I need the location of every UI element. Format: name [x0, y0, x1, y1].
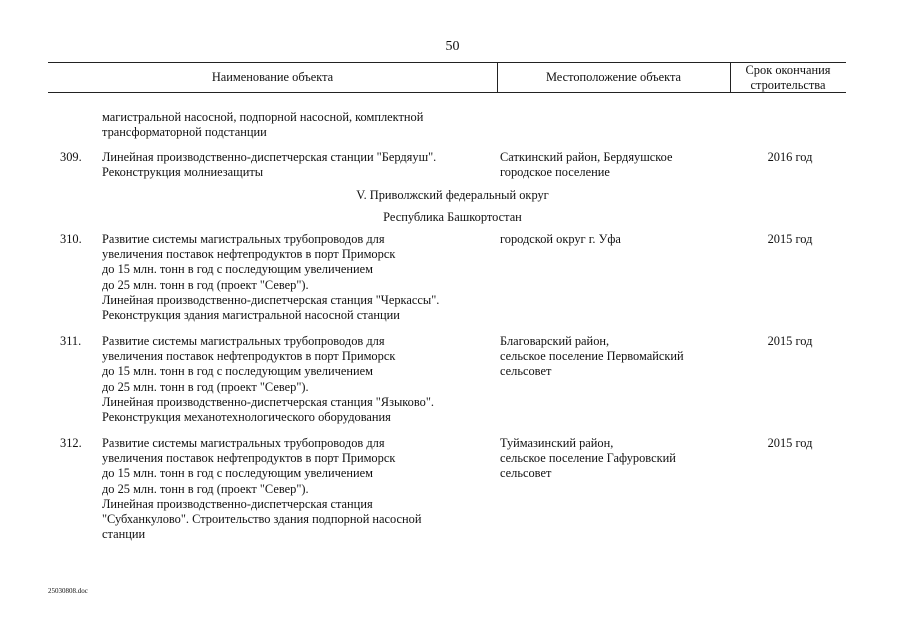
header-object-location: Местоположение объекта — [545, 70, 682, 84]
text-line: Развитие системы магистральных трубопроводов для — [102, 334, 385, 348]
text-line: до 15 млн. тонн в год с последующим увеличением — [102, 466, 373, 481]
text-line: до 15 млн. тонн в год с последующим увеличением — [102, 262, 373, 277]
footer-filename: 25030808.doc — [48, 587, 88, 595]
text-line: Туймазинский район, — [500, 436, 614, 450]
text-line: Саткинский район, Бердяушское — [500, 150, 673, 164]
table-header-bottom-rule — [48, 92, 846, 93]
object-location — [500, 232, 728, 247]
text-line: сельсовет — [500, 364, 552, 379]
header-completion-term — [730, 63, 846, 93]
text-line: "Субханкулово". Строительство здания подпорной насосной — [102, 512, 422, 527]
text-line: Благоварский район, — [500, 334, 610, 348]
text-line: до 25 млн. тонн в год (проект "Север"). — [102, 277, 309, 292]
text-line: Реконструкция молниезащиты — [102, 165, 264, 180]
row-number: 310. — [60, 232, 82, 246]
header-term-line: Срок окончания — [745, 63, 831, 77]
object-location — [500, 150, 728, 180]
text-line: Реконструкция здания магистральной насосной станции — [102, 308, 400, 323]
table-header-top-rule — [48, 62, 846, 63]
page-number: 50 — [445, 39, 460, 54]
completion-term: 2015 год — [767, 232, 813, 246]
object-location — [500, 334, 728, 380]
object-location — [500, 436, 728, 482]
row-number: 312. — [60, 436, 82, 450]
completion-term: 2015 год — [767, 436, 813, 450]
text-line: городское поселение — [500, 165, 610, 180]
text-line: станции — [102, 527, 146, 542]
text-line: Развитие системы магистральных трубопроводов для — [102, 232, 385, 246]
text-line: Развитие системы магистральных трубопроводов для — [102, 436, 385, 450]
object-name — [102, 334, 494, 425]
object-name — [102, 150, 494, 180]
text-line: сельское поселение Гафуровский — [500, 451, 676, 466]
object-name — [102, 110, 494, 140]
section-federal-district: V. Приволжский федеральный округ — [356, 188, 549, 202]
text-line: до 25 млн. тонн в год (проект "Север"). — [102, 481, 309, 496]
row-number: 311. — [60, 334, 82, 348]
text-line: Линейная производственно-диспетчерская станция — [102, 496, 373, 511]
completion-term: 2016 год — [767, 150, 813, 164]
text-line: трансформаторной подстанции — [102, 125, 267, 140]
completion-term: 2015 год — [767, 334, 813, 348]
header-term-line: строительства — [750, 78, 826, 92]
row-number: 309. — [60, 150, 82, 164]
text-line: городской округ г. Уфа — [500, 232, 621, 246]
text-line: сельсовет — [500, 466, 552, 481]
header-object-name: Наименование объекта — [211, 70, 334, 84]
text-line: Реконструкция механотехнологического оборудования — [102, 410, 391, 425]
text-line: магистральной насосной, подпорной насосной, комплектной — [102, 110, 424, 124]
text-line: увеличения поставок нефтепродуктов в порт Приморск — [102, 349, 396, 364]
text-line: Линейная производственно-диспетчерская станция "Черкассы". — [102, 292, 440, 307]
text-line: до 15 млн. тонн в год с последующим увеличением — [102, 364, 373, 379]
object-name — [102, 232, 494, 323]
text-line: сельское поселение Первомайский — [500, 349, 684, 364]
text-line: Линейная производственно-диспетчерская станция "Языково". — [102, 394, 434, 409]
text-line: до 25 млн. тонн в год (проект "Север"). — [102, 379, 309, 394]
text-line: увеличения поставок нефтепродуктов в порт Приморск — [102, 247, 396, 262]
object-name — [102, 436, 494, 542]
section-region: Республика Башкортостан — [383, 210, 522, 224]
text-line: Линейная производственно-диспетчерская станции "Бердяуш". — [102, 150, 437, 164]
text-line: увеличения поставок нефтепродуктов в порт Приморск — [102, 451, 396, 466]
